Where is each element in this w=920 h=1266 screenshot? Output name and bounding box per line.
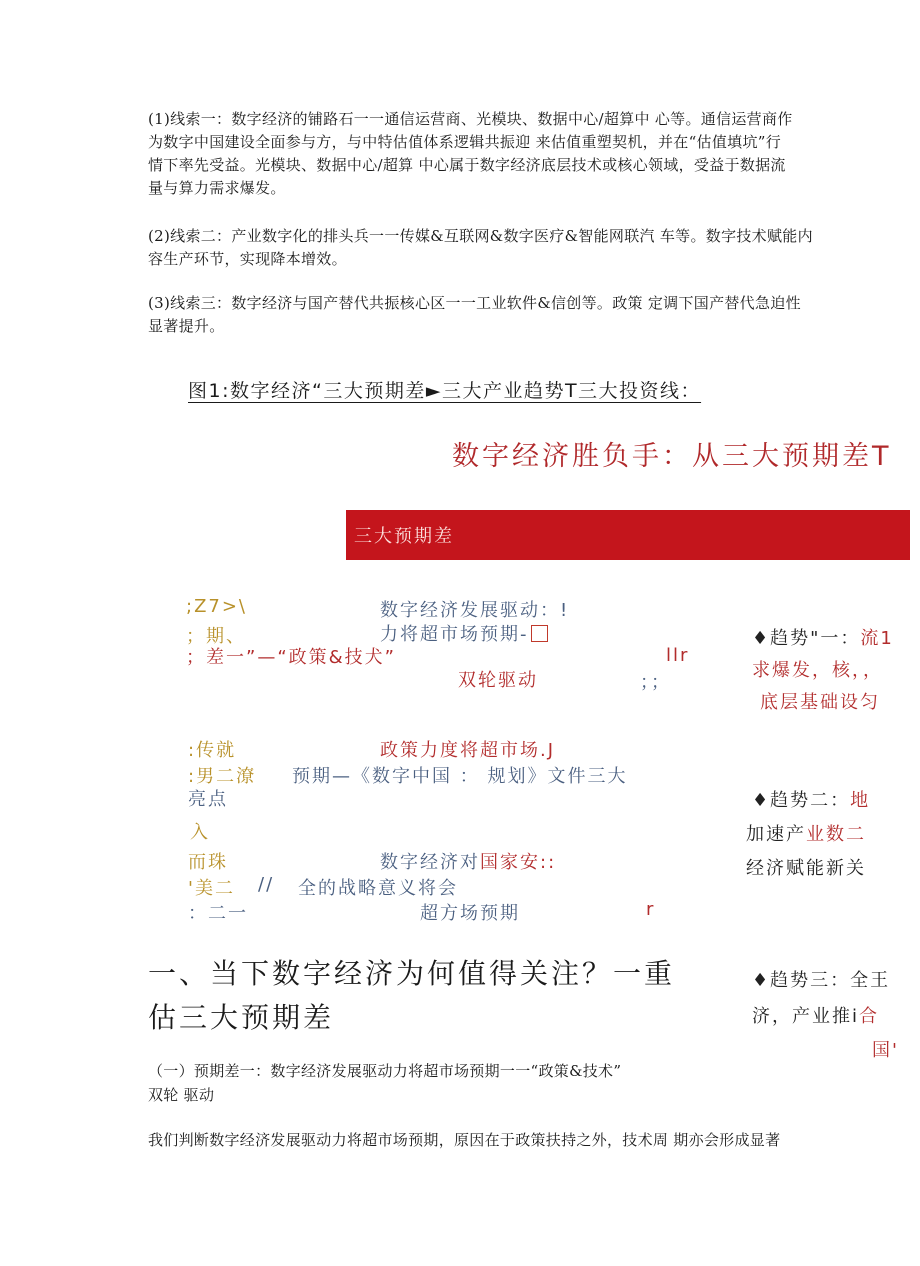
trend-2-label: ♦趋势二：: [752, 790, 851, 811]
diagram-left-b4: 入: [190, 822, 210, 843]
diagram-left-c3: ：二一: [188, 903, 248, 924]
diagram-mid-a3: 双轮驱动: [458, 670, 538, 691]
subheading-line-1: （一）预期差一：数字经济发展驱动力将超市场预期一一“政策&技术”: [148, 1062, 622, 1080]
paragraph-thread-3: [148, 292, 910, 338]
trend-2-label-red: 地: [850, 790, 871, 811]
diagram-mid-a2-wrap: [380, 620, 548, 646]
square-icon: [531, 625, 548, 642]
paragraph-line: 情下率先受益。光模块、数据中心/超算 中心属于数字经济底层技术或核心领域，受益于数据流: [148, 156, 786, 174]
paragraph-line: 容生产环节，实现降本增效。: [148, 250, 347, 268]
trend-2-title: [752, 786, 870, 812]
diagram-mid-a3b: ；；: [640, 672, 671, 693]
paragraph-line: 为数字中国建设全面参与方，与中特估值体系逻辑共振迎 来估值重塑契机，并在“估值填坑”行: [148, 133, 782, 151]
paragraph-line: (1)线索一：数字经济的铺路石一一通信运营商、光模块、数据中心/超算中 心等。通信运营商作: [148, 110, 793, 128]
diagram-left-b2: :男二潦: [188, 766, 257, 787]
banner-bar: [346, 510, 910, 560]
diagram-mid-c-mark: r: [646, 899, 656, 920]
diagram-left-c2: '美二: [188, 878, 235, 899]
diagram-left-c2b: //: [258, 874, 275, 895]
diagram-mid-c2: 全的战略意义将会: [298, 878, 458, 899]
diagram-mid-c3: 超方场预期: [420, 903, 520, 924]
paragraph-line: (2)线索二：产业数字化的排头兵一一传媒&互联网&数字医疗&智能网联汽 车等。数字技术赋能内: [148, 227, 813, 245]
diagram-left-b3: 亮点: [188, 789, 228, 810]
trend-3-line-2: [752, 1002, 879, 1028]
section-heading-line-2: 估三大预期差: [148, 1001, 335, 1034]
diagram-mid-b1: 政策力度将超市场.J: [380, 740, 556, 761]
trend-1-title: [752, 624, 894, 650]
trend-1-line-2: 求爆发，核，，: [752, 660, 883, 681]
figure-main-title: 数字经济胜负手：从三大预期差T: [452, 441, 892, 472]
trend-3-line-3: 国': [872, 1040, 899, 1061]
trend-3-title: ♦趋势三：全王: [752, 970, 891, 991]
section-heading-line-1: 一、当下数字经济为何值得关注？一重: [148, 957, 676, 990]
banner-label: 三大预期差: [354, 526, 454, 547]
trend-1-label: ♦趋势"一：: [752, 628, 861, 649]
figure-caption: 图1:数字经济“三大预期差►三大产业趋势T三大投资线：: [188, 380, 702, 402]
body-paragraph: 我们判断数字经济发展驱动力将超市场预期，原因在于政策扶持之外，技术周 期亦会形成显著: [148, 1131, 781, 1149]
trend-3-line-2a: 济，产业推i: [752, 1006, 860, 1027]
diagram-left-a1: ;Z7>\: [186, 596, 247, 617]
trend-2-line-3: 经济赋能新关: [746, 858, 866, 879]
trend-2-line-2b: 业数二: [806, 824, 866, 845]
diagram-mid-b2: 预期—《数字中国 ： 规划》文件三大: [292, 766, 628, 787]
paragraph-thread-2: [148, 225, 910, 271]
paragraph-line: (3)线索三：数字经济与国产替代共振核心区一一工业软件&信创等。政策 定调下国产替代急迫性: [148, 294, 801, 312]
trend-2-line-2: [746, 820, 866, 846]
diagram-mid-c1: [380, 848, 556, 874]
trend-3-line-2b: 合: [859, 1006, 880, 1027]
paragraph-line: 量与算力需求爆发。: [148, 179, 286, 197]
paragraph-line: 显著提升。: [148, 317, 225, 335]
diagram-left-b1: :传就: [188, 740, 237, 761]
diagram-mid-c1b: 国家安::: [480, 852, 557, 873]
diagram-left-a3: ；差一”—“政策&技犬”: [186, 647, 397, 668]
diagram-left-c1: 而珠: [188, 852, 228, 873]
diagram-mid-mark: llr: [666, 645, 690, 666]
subheading-line-2: 双轮 驱动: [148, 1086, 215, 1104]
trend-1-line-3: 底层基础设匀: [760, 692, 880, 713]
diagram-mid-a2: 力将超市场预期-: [380, 624, 529, 645]
diagram-mid-c1a: 数字经济对: [380, 852, 480, 873]
trend-1-label-red: 流1: [860, 628, 894, 649]
diagram-left-a2: ；期、: [186, 626, 246, 647]
diagram-mid-a1: 数字经济发展驱动：!: [380, 600, 570, 621]
paragraph-thread-1: [148, 108, 910, 200]
trend-2-line-2a: 加速产: [746, 824, 806, 845]
